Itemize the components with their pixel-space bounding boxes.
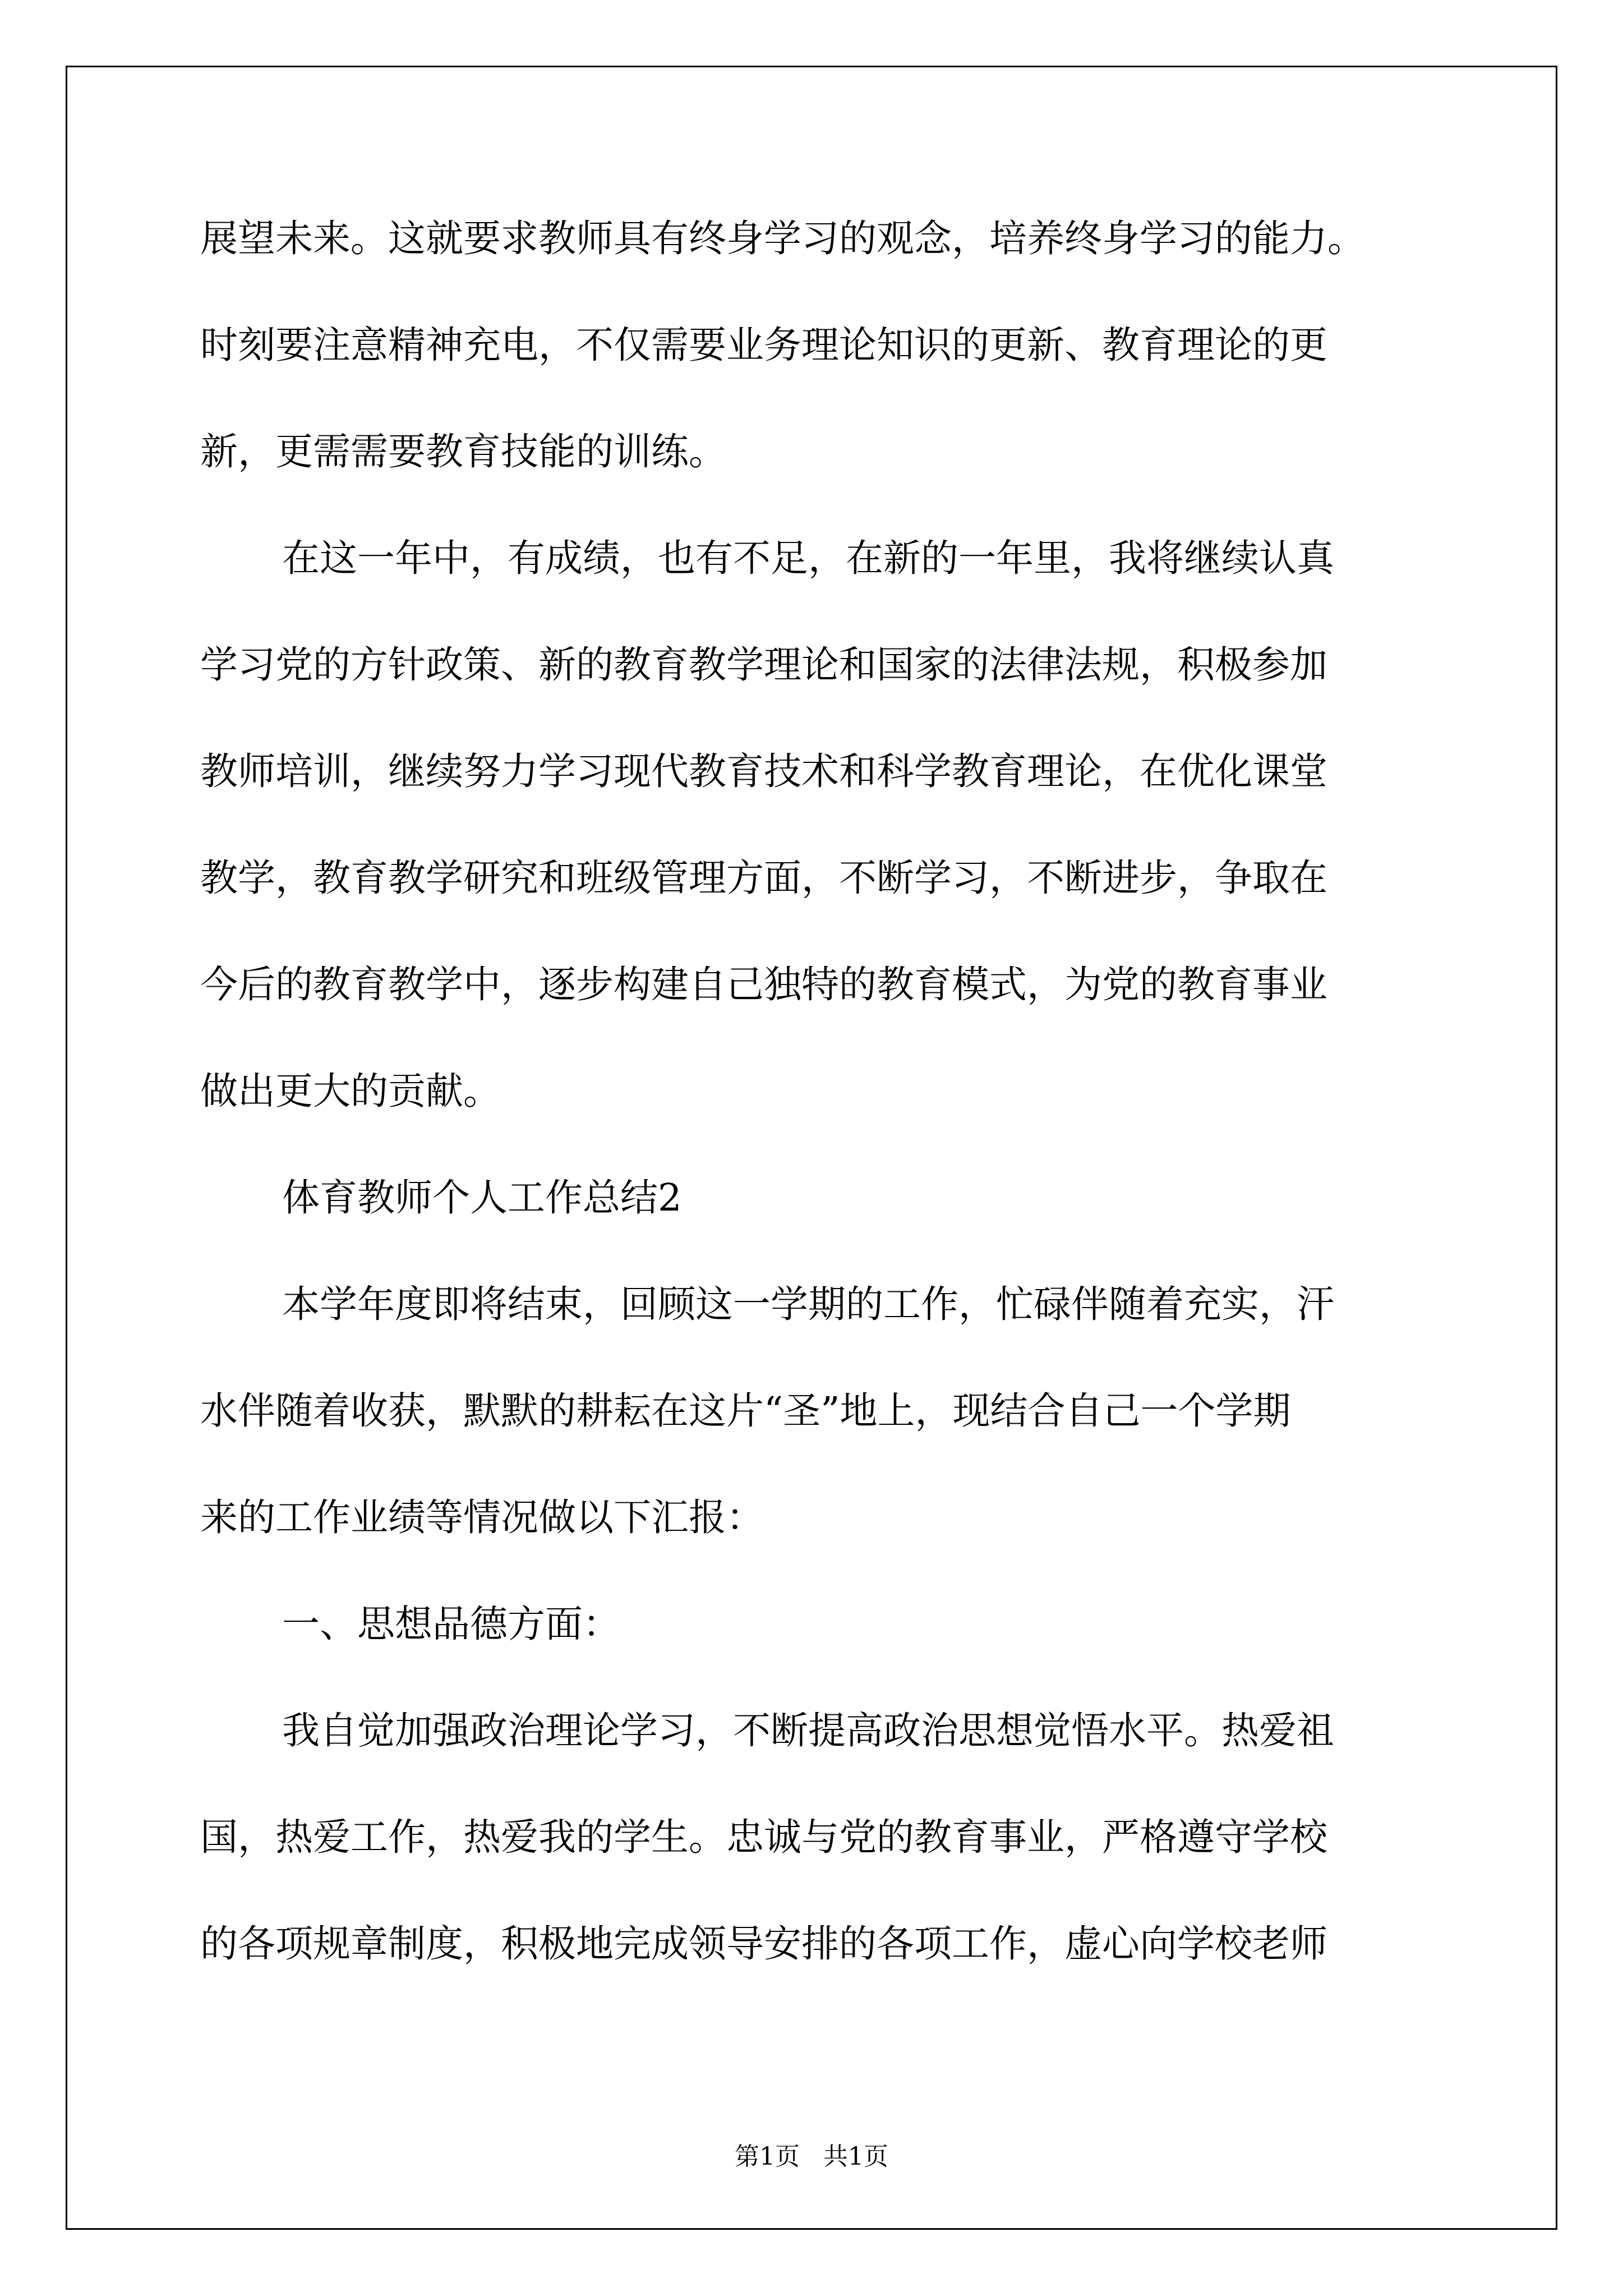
body-text-line: 来的工作业绩等情况做以下汇报： (200, 1496, 764, 1539)
body-text-line: 时刻要注意精神充电，不仅需要业务理论知识的更新、教育理论的更 (200, 323, 1327, 367)
body-text-line: 今后的教育教学中，逐步构建自己独特的教育模式，为党的教育事业 (200, 963, 1327, 1006)
body-text-line: 做出更大的贡献。 (200, 1069, 501, 1113)
body-text-line: 学习党的方针政策、新的教育教学理论和国家的法律法规，积极参加 (200, 643, 1327, 687)
body-text-line: 的各项规章制度，积极地完成领导安排的各项工作，虚心向学校老师 (200, 1922, 1327, 1966)
paragraph-first-line: 在这一年中，有成绩，也有不足，在新的一年里，我将继续认真 (282, 536, 1334, 580)
section-heading: 体育教师个人工作总结2 (282, 1176, 682, 1220)
page-footer: 第1页 共1页 (735, 2142, 888, 2171)
page-frame (66, 66, 1557, 2230)
body-text-line: 展望未来。这就要求教师具有终身学习的观念，培养终身学习的能力。 (200, 217, 1365, 260)
body-text-line: 新，更需需要教育技能的训练。 (200, 430, 726, 473)
subsection-heading: 一、思想品德方面： (282, 1602, 620, 1646)
paragraph-first-line: 本学年度即将结束，回顾这一学期的工作，忙碌伴随着充实，汗 (282, 1282, 1334, 1326)
body-text-line: 水伴随着收获，默默的耕耘在这片“圣”地上，现结合自己一个学期 (200, 1389, 1291, 1433)
body-text-line: 教师培训，继续努力学习现代教育技术和科学教育理论，在优化课堂 (200, 749, 1327, 793)
paragraph-first-line: 我自觉加强政治理论学习，不断提高政治思想觉悟水平。热爱祖 (282, 1709, 1334, 1752)
body-text-line: 国，热爱工作，热爱我的学生。忠诚与党的教育事业，严格遵守学校 (200, 1815, 1327, 1859)
body-text-line: 教学，教育教学研究和班级管理方面，不断学习，不断进步，争取在 (200, 856, 1327, 900)
